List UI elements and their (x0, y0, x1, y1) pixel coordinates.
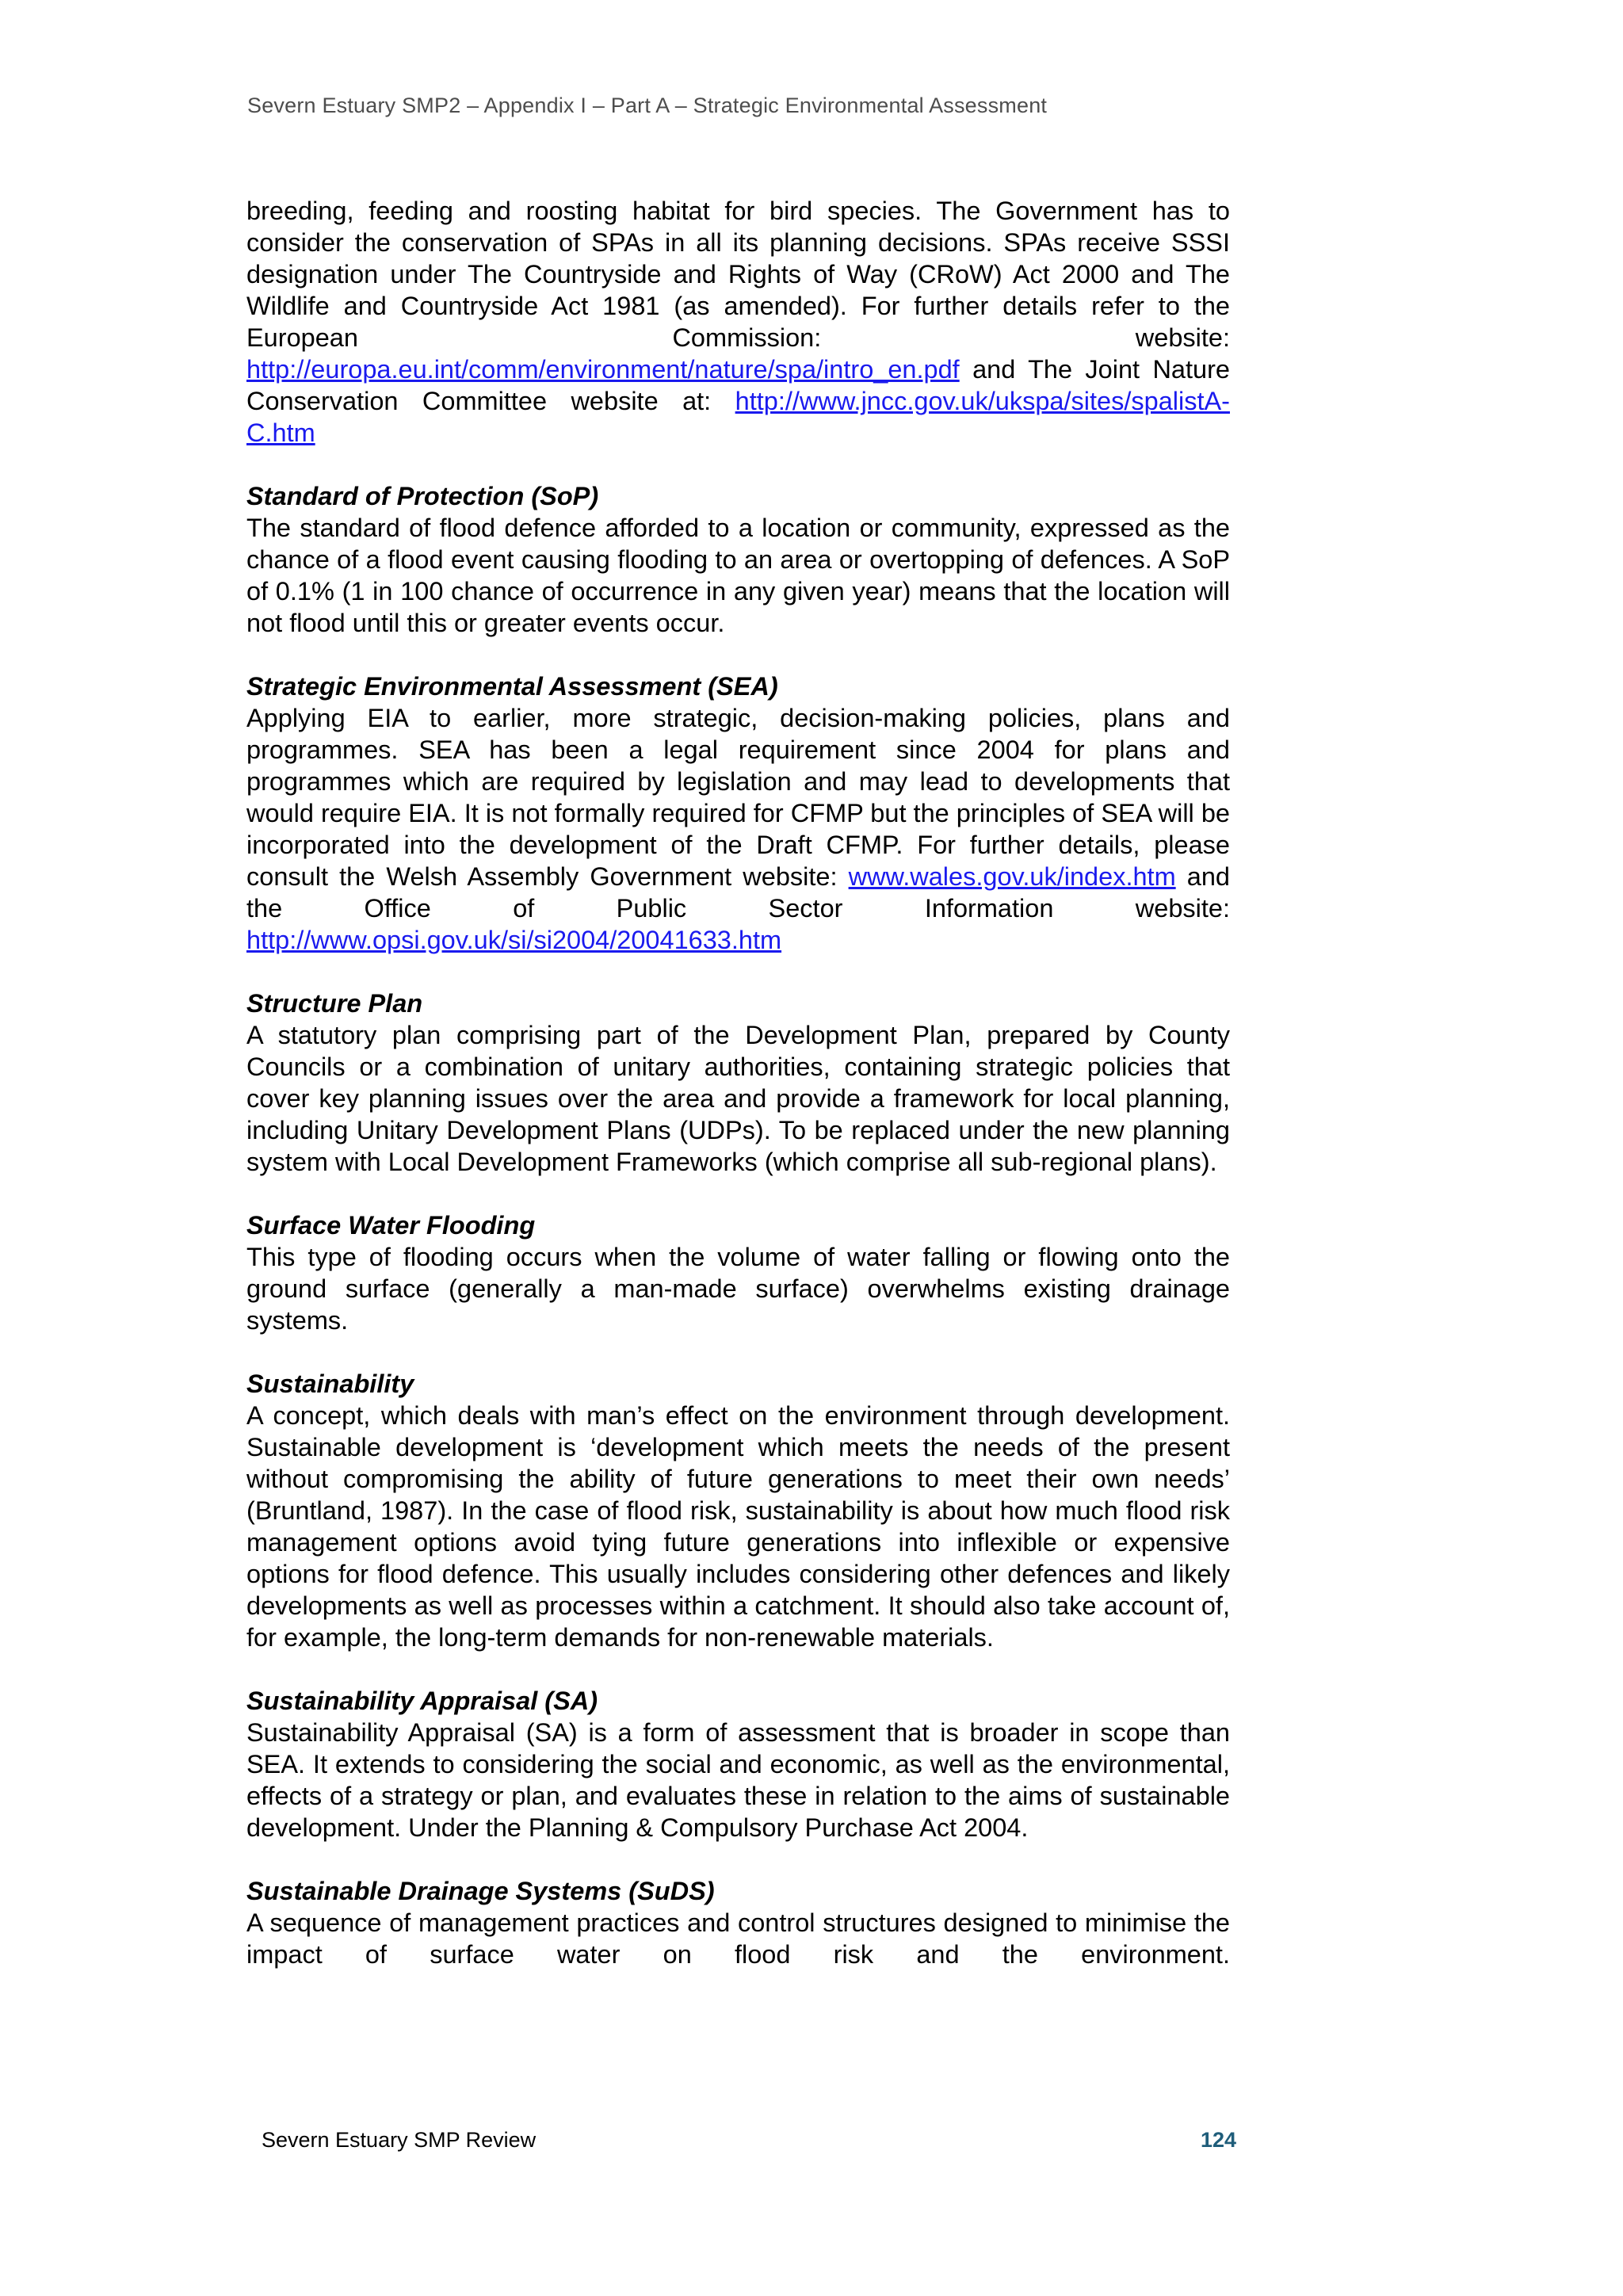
term-heading: Sustainable Drainage Systems (SuDS) (246, 1877, 715, 1905)
glossary-entry-sa (246, 1685, 1230, 1843)
term-heading: Structure Plan (246, 989, 423, 1018)
term-heading: Sustainability Appraisal (SA) (246, 1687, 598, 1715)
term-heading: Surface Water Flooding (246, 1211, 536, 1240)
term-heading: Standard of Protection (SoP) (246, 482, 599, 510)
term-definition: Sustainability Appraisal (SA) is a form of assessment that is broader in scope than SEA. It extends to considering the social and economic, as well as the environmental, effects of a strategy or plan, and evaluates these in relation to the aims of sustainable development. Under the Planning & Compulsory Purchase Act 2004. (246, 1718, 1230, 1842)
opsi-link[interactable]: http://www.opsi.gov.uk/si/si2004/20041633.htm (246, 926, 782, 954)
running-header: Severn Estuary SMP2 – Appendix I – Part A – Strategic Environmental Assessment (247, 94, 1048, 117)
term-definition: A concept, which deals with man’s effect on the environment through development. Sustainable development is ‘development which meets the needs of the present without compromising the ability of future generations to meet their own needs’ (Bruntland, 1987). In the case of flood risk, sustainability is about how much flood risk management options avoid tying future generations into inflexible or expensive options for flood defence. This usually includes considering other defences and likely developments as well as processes within a catchment. It should also take account of, for example, the long-term demands for non-renewable materials. (246, 1401, 1230, 1652)
term-definition: This type of flooding occurs when the volume of water falling or flowing onto the ground surface (generally a man-made surface) overwhelms existing drainage systems. (246, 1243, 1230, 1335)
glossary-entry-sop (246, 480, 1230, 639)
sea-text-1: Applying EIA to earlier, more strategic, decision-making policies, plans and programmes. SEA has been a legal requirement since 2004 for plans and programmes which are required by legislation and may lead to developments that would require EIA. It is not formally required for CFMP but the principles of SEA will be incorporated into the development of the Draft CFMP. For further details, please consult the Welsh Assembly Government website: (246, 704, 1230, 891)
term-heading: Strategic Environmental Assessment (SEA) (246, 672, 778, 701)
glossary-entry-sea (246, 670, 1230, 956)
intro-text-2: and The Joint Nature Conservation Committee website at: (246, 355, 1230, 415)
running-footer: Severn Estuary SMP Review (262, 2128, 537, 2152)
document-body (246, 195, 1230, 1970)
jncc-spa-link[interactable]: http://www.jncc.gov.uk/ukspa/sites/spalistA-C.htm (246, 387, 1230, 447)
intro-paragraph (246, 195, 1230, 449)
term-definition (246, 702, 1230, 956)
glossary-entry-sustainability (246, 1368, 1230, 1653)
page-number: 124 (1201, 2128, 1237, 2152)
wales-gov-link[interactable]: www.wales.gov.uk/index.htm (848, 862, 1176, 891)
sea-text-2: and the Office of Public Sector Information website: (246, 862, 1230, 923)
term-definition: A statutory plan comprising part of the Development Plan, prepared by County Councils or a combination of unitary authorities, containing strategic policies that cover key planning issues over the area and provide a framework for local planning, including Unitary Development Plans (UDPs). To be replaced under the new planning system with Local Development Frameworks (which comprise all sub-regional plans). (246, 1021, 1230, 1176)
glossary-entry-suds (246, 1875, 1230, 1970)
term-heading: Sustainability (246, 1370, 414, 1398)
term-definition: A sequence of management practices and control structures designed to minimise the impact of surface water on flood risk and the environment. (246, 1908, 1230, 1969)
glossary-entry-structure-plan (246, 988, 1230, 1178)
term-definition: The standard of flood defence afforded to a location or community, expressed as the chance of a flood event causing flooding to an area or overtopping of defences. A SoP of 0.1% (1 in 100 chance of occurrence in any given year) means that the location will not flood until this or greater events occur. (246, 514, 1230, 637)
glossary-entry-surface-water-flooding (246, 1209, 1230, 1336)
intro-text-1: breeding, feeding and roosting habitat for bird species. The Government has to consider the conservation of SPAs in all its planning decisions. SPAs receive SSSI designation under The Countryside and Rights of Way (CRoW) Act 2000 and The Wildlife and Countryside Act 1981 (as amended). For further details refer to the European Commission: website: (246, 197, 1230, 352)
europa-spa-link[interactable]: http://europa.eu.int/comm/environment/nature/spa/intro_en.pdf (246, 355, 960, 384)
